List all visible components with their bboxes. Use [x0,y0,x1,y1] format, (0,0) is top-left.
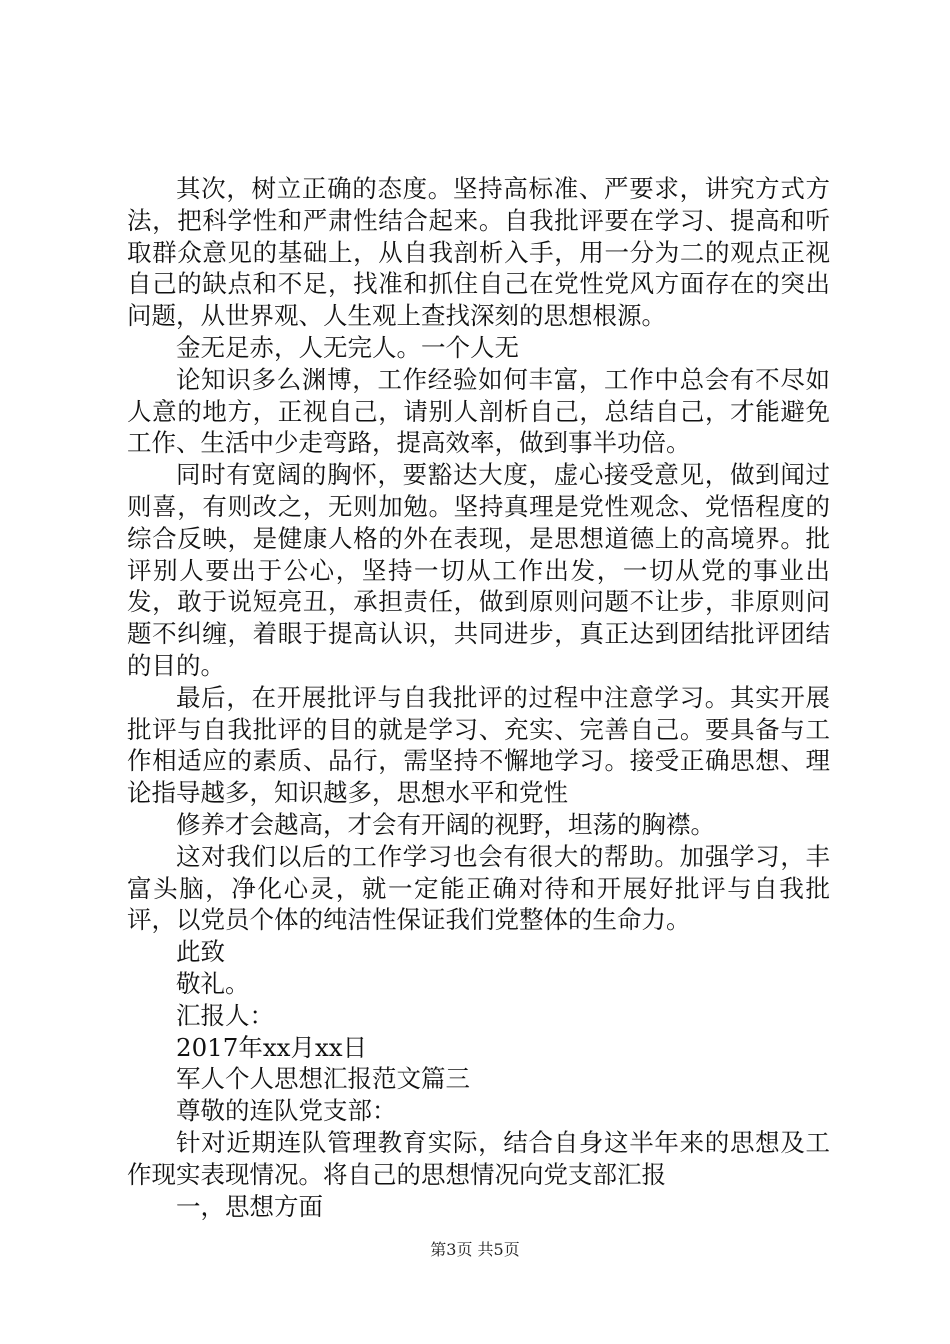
subheading-thought: 一，思想方面 [176,1191,323,1221]
paragraph-broad-mind: 同时有宽阔的胸怀，要豁达大度，虚心接受意见，做到闻过则喜，有则改之，无则加勉。坚持真理是党性观念、党悟程度的综合反映，是健康人格的外在表现，是思想道德上的高境界。批评别人要出于公心，坚持一切从工作出发，一切从党的事业出发，敢于说短亮丑，承担责任，做到原则问题不让步，非原则问题不纠缠，着眼于提高认识，共同进步，真正达到团结批评团结的目的。 [127,460,830,680]
paragraph-knowledge: 论知识多么渊博，工作经验如何丰富，工作中总会有不尽如人意的地方，正视自己，请别人剖析自己，总结自己，才能避免工作、生活中少走弯路，提高效率，做到事半功倍。 [127,364,830,458]
paragraph-intro: 针对近期连队管理教育实际，结合自身这半年来的思想及工作现实表现情况。将自己的思想情况向党支部汇报 [127,1127,830,1189]
paragraph-cultivation: 修养才会越高，才会有开阔的视野，坦荡的胸襟。 [176,809,715,839]
section-title: 军人个人思想汇报范文篇三 [176,1064,470,1094]
page-number-footer: 第3页 共5页 [430,1240,520,1259]
greeting: 尊敬的连队党支部： [176,1096,397,1126]
closing-regards: 敬礼。 [176,968,250,998]
paragraph-criticism-attitude: 其次，树立正确的态度。坚持高标准、严要求，讲究方式方法，把科学性和严肃性结合起来。自我批评要在学习、提高和听取群众意见的基础上，从自我剖析入手，用一分为二的观点正视自己的缺点和不足，找准和抓住自己在党性党风方面存在的突出问题，从世界观、人生观上查找深刻的思想根源。 [127,174,830,331]
paragraph-help: 这对我们以后的工作学习也会有很大的帮助。加强学习，丰富头脑，净化心灵，就一定能正确对待和开展好批评与自我批评，以党员个体的纯洁性保证我们党整体的生命力。 [127,841,830,935]
reporter-label: 汇报人： [176,1000,274,1030]
paragraph-finally-study: 最后，在开展批评与自我批评的过程中注意学习。其实开展批评与自我批评的目的就是学习、充实、完善自己。要具备与工作相适应的素质、品行，需坚持不懈地学习。接受正确思想、理论指导越多，知识越多，思想水平和党性 [127,682,830,808]
paragraph-no-one-perfect: 金无足赤，人无完人。一个人无 [176,332,519,362]
closing-salutation: 此致 [176,937,225,967]
report-date: 2017年xx月xx日 [176,1032,368,1062]
document-body [127,173,830,1222]
